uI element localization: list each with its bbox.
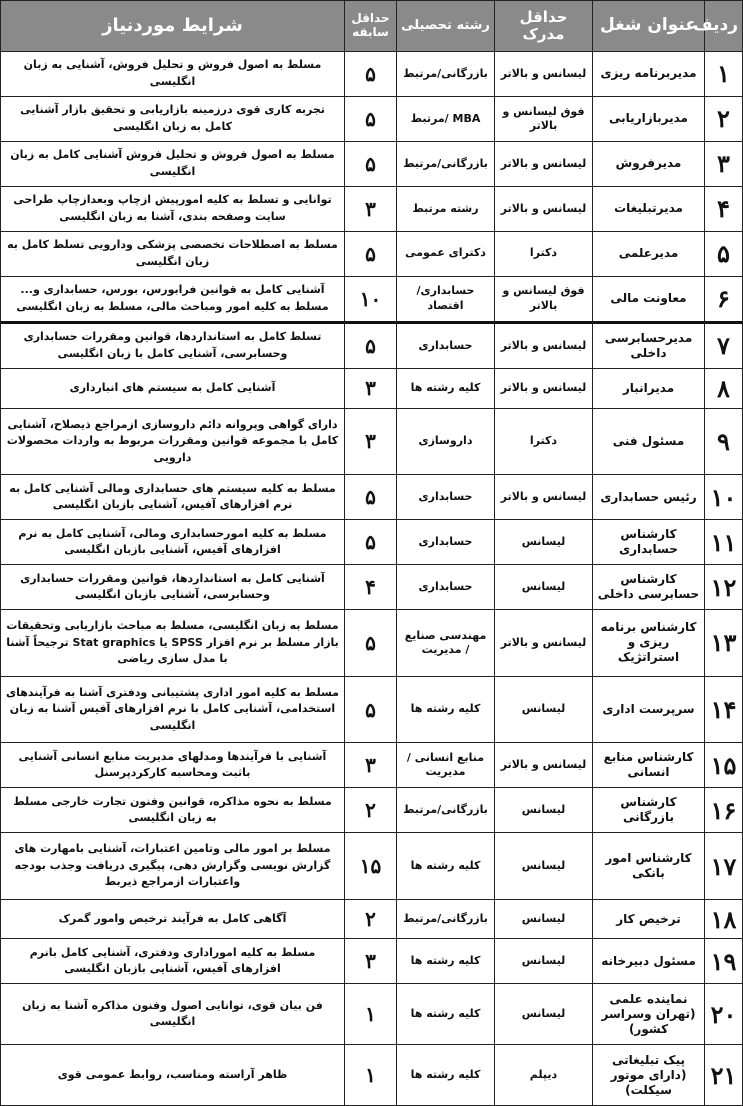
- job-title: کارشناس بازرگانی: [593, 788, 705, 833]
- requirements-text: مسلط بر امور مالی وتامین اعتبارات، آشنایی بامهارت های گزارش نویسی وگزارش دهی، پیگیری دریافت وجذب بودجه واعتبارات ازمراجع ذیربط: [1, 833, 345, 900]
- min-experience: ۵: [345, 96, 397, 141]
- min-experience: ۲: [345, 899, 397, 939]
- requirements-text: توانایی و تسلط به کلیه امورپیش ازچاپ وبعدازچاپ طراحی سایت وصفحه بندی، آشنا به زبان انگلیسی: [1, 186, 345, 231]
- requirements-text: مسلط به اصول فروش و تحلیل فروش، آشنایی به زبان انگلیسی: [1, 52, 345, 97]
- min-experience: ۳: [345, 408, 397, 475]
- min-degree: لیسانس: [495, 520, 593, 565]
- min-experience: ۵: [345, 322, 397, 368]
- row-number: ۱۶: [705, 788, 743, 833]
- table-row: [1, 408, 743, 475]
- table-row: [1, 368, 743, 408]
- table-row: [1, 833, 743, 900]
- job-title: مدیرعلمی: [593, 231, 705, 276]
- requirements-text: مسلط به کلیه امور اداری پشتیبانی ودفتری آشنا به فرآیندهای استخدامی، آشنایی کامل با نرم افزارهای آفیس آشنا به زبان انگلیسی: [1, 676, 345, 743]
- min-degree: لیسانس: [495, 939, 593, 984]
- header-requirements: شرایط موردنیاز: [1, 1, 345, 52]
- min-experience: ۵: [345, 676, 397, 743]
- field-of-study: رشته مرتبط: [397, 186, 495, 231]
- row-number: ۴: [705, 186, 743, 231]
- row-number: ۷: [705, 322, 743, 368]
- min-experience: ۱۰: [345, 276, 397, 322]
- row-number: ۱۰: [705, 475, 743, 520]
- table-row: [1, 520, 743, 565]
- min-degree: دیپلم: [495, 1045, 593, 1106]
- min-experience: ۳: [345, 743, 397, 788]
- header-field-of-study: رشته تحصیلی: [397, 1, 495, 52]
- field-of-study: بازرگانی/مرتبط: [397, 899, 495, 939]
- field-of-study: دکترای عمومی: [397, 231, 495, 276]
- job-title: معاونت مالی: [593, 276, 705, 322]
- job-title: مسئول دبیرخانه: [593, 939, 705, 984]
- table-row: [1, 141, 743, 186]
- min-degree: فوق لیسانس و بالاتر: [495, 96, 593, 141]
- min-degree: دکترا: [495, 408, 593, 475]
- table-header-row: [1, 1, 743, 52]
- row-number: ۵: [705, 231, 743, 276]
- min-experience: ۵: [345, 52, 397, 97]
- requirements-text: ظاهر آراسته ومناسب، روابط عمومی قوی: [1, 1045, 345, 1106]
- table-row: [1, 1045, 743, 1106]
- row-number: ۱۱: [705, 520, 743, 565]
- job-title: مدیربرنامه ریزی: [593, 52, 705, 97]
- job-title: مدیرتبلیغات: [593, 186, 705, 231]
- min-degree: لیسانس و بالاتر: [495, 322, 593, 368]
- job-title: مدیرانبار: [593, 368, 705, 408]
- requirements-text: مسلط به نحوه مذاکره، قوانین وفنون تجارت خارجی مسلط به زبان انگلیسی: [1, 788, 345, 833]
- field-of-study: کلیه رشته ها: [397, 368, 495, 408]
- row-number: ۲۰: [705, 984, 743, 1045]
- table-row: [1, 475, 743, 520]
- min-experience: ۳: [345, 186, 397, 231]
- field-of-study: کلیه رشته ها: [397, 1045, 495, 1106]
- min-degree: لیسانس: [495, 833, 593, 900]
- table-row: [1, 96, 743, 141]
- min-experience: ۵: [345, 609, 397, 676]
- field-of-study: کلیه رشته ها: [397, 676, 495, 743]
- table-row: [1, 984, 743, 1045]
- requirements-text: مسلط به کلیه امورحسابداری ومالی، آشنایی کامل به نرم افزارهای آفیس، آشنایی بازبان انگلیسی: [1, 520, 345, 565]
- field-of-study: منابع انسانی / مدیریت: [397, 743, 495, 788]
- row-number: ۸: [705, 368, 743, 408]
- requirements-text: مسلط به اصول فروش و تحلیل فروش آشنایی کامل به زبان انگلیسی: [1, 141, 345, 186]
- job-title: مسئول فنی: [593, 408, 705, 475]
- table-row: [1, 743, 743, 788]
- header-job-title: عنوان شغل: [593, 1, 705, 52]
- requirements-text: مسلط به اصطلاحات تخصصی پزشکی ودارویی تسلط کامل به زبان انگلیسی: [1, 231, 345, 276]
- min-experience: ۴: [345, 565, 397, 610]
- table-row: [1, 231, 743, 276]
- header-min-experience: حداقل سابقه: [345, 1, 397, 52]
- table-row: [1, 609, 743, 676]
- field-of-study: حسابداری: [397, 322, 495, 368]
- min-degree: لیسانس و بالاتر: [495, 141, 593, 186]
- field-of-study: کلیه رشته ها: [397, 833, 495, 900]
- job-title: کارشناس منابع انسانی: [593, 743, 705, 788]
- job-title: مدیرفروش: [593, 141, 705, 186]
- row-number: ۱۴: [705, 676, 743, 743]
- min-degree: لیسانس: [495, 899, 593, 939]
- min-experience: ۳: [345, 368, 397, 408]
- requirements-text: آشنایی کامل به سیستم های انبارداری: [1, 368, 345, 408]
- row-number: ۱۲: [705, 565, 743, 610]
- table-row: [1, 788, 743, 833]
- min-experience: ۱: [345, 984, 397, 1045]
- field-of-study: مهندسی صنایع / مدیریت: [397, 609, 495, 676]
- field-of-study: کلیه رشته ها: [397, 984, 495, 1045]
- row-number: ۱۳: [705, 609, 743, 676]
- table-row: [1, 939, 743, 984]
- min-degree: لیسانس و بالاتر: [495, 368, 593, 408]
- table-row: [1, 52, 743, 97]
- row-number: ۹: [705, 408, 743, 475]
- row-number: ۲: [705, 96, 743, 141]
- field-of-study: MBA /مرتبط: [397, 96, 495, 141]
- header-min-degree: حداقل مدرک: [495, 1, 593, 52]
- requirements-text: مسلط به کلیه سیستم های حسابداری ومالی آشنایی کامل به نرم افزارهای آفیس، آشنایی بازبان انگلیسی: [1, 475, 345, 520]
- min-experience: ۱: [345, 1045, 397, 1106]
- requirements-text: مسلط به کلیه اموراداری ودفتری، آشنایی کامل بانرم افزارهای آفیس، آشنایی بازبان انگلیسی: [1, 939, 345, 984]
- min-degree: لیسانس: [495, 676, 593, 743]
- min-degree: لیسانس و بالاتر: [495, 609, 593, 676]
- min-degree: لیسانس و بالاتر: [495, 743, 593, 788]
- field-of-study: کلیه رشته ها: [397, 939, 495, 984]
- min-experience: ۳: [345, 939, 397, 984]
- job-title: مدیرحسابرسی داخلی: [593, 322, 705, 368]
- row-number: ۶: [705, 276, 743, 322]
- table-row: [1, 899, 743, 939]
- field-of-study: حسابداری: [397, 520, 495, 565]
- field-of-study: بازرگانی/مرتبط: [397, 52, 495, 97]
- min-degree: لیسانس: [495, 788, 593, 833]
- min-experience: ۵: [345, 141, 397, 186]
- field-of-study: حسابداری/ اقتصاد: [397, 276, 495, 322]
- row-number: ۱: [705, 52, 743, 97]
- min-degree: فوق لیسانس و بالاتر: [495, 276, 593, 322]
- field-of-study: بازرگانی/مرتبط: [397, 788, 495, 833]
- table-row: [1, 276, 743, 322]
- requirements-text: مسلط به زبان انگلیسی، مسلط به مباحث بازاریابی وتحقیقات بازار مسلط بر نرم افزار SPSS یا Stat graphics ترجیحاً آشنا با مدل سازی ریاضی: [1, 609, 345, 676]
- row-number: ۱۷: [705, 833, 743, 900]
- requirements-text: تسلط کامل به استانداردها، قوانین ومقررات حسابداری وحسابرسی، آشنایی کامل با زبان انگلیسی: [1, 322, 345, 368]
- job-title: نماینده علمی (تهران وسراسر کشور): [593, 984, 705, 1045]
- min-experience: ۱۵: [345, 833, 397, 900]
- min-experience: ۵: [345, 231, 397, 276]
- requirements-text: فن بیان قوی، توانایی اصول وفنون مذاکره آشنا به زبان انگلیسی: [1, 984, 345, 1045]
- job-title: ترخیص کار: [593, 899, 705, 939]
- row-number: ۱۸: [705, 899, 743, 939]
- requirements-text: آشنایی کامل به استانداردها، قوانین ومقررات حسابداری وحسابرسی، آشنایی بازبان انگلیسی: [1, 565, 345, 610]
- min-experience: ۵: [345, 475, 397, 520]
- min-degree: دکترا: [495, 231, 593, 276]
- row-number: ۳: [705, 141, 743, 186]
- min-degree: لیسانس و بالاتر: [495, 475, 593, 520]
- table-row: [1, 186, 743, 231]
- table-row: [1, 565, 743, 610]
- requirements-text: دارای گواهی وپروانه دائم داروسازی ازمراجع ذیصلاح، آشنایی کامل با مجموعه قوانین ومقررات مربوط به واردات محصولات دارویی: [1, 408, 345, 475]
- field-of-study: حسابداری: [397, 565, 495, 610]
- field-of-study: داروسازی: [397, 408, 495, 475]
- requirements-text: آگاهی کامل به فرآیند ترخیص وامور گمرک: [1, 899, 345, 939]
- min-degree: لیسانس و بالاتر: [495, 186, 593, 231]
- job-title: کارشناس برنامه ریزی و استراتژیک: [593, 609, 705, 676]
- job-title: کارشناس امور بانکی: [593, 833, 705, 900]
- job-title: پیک تبلیغاتی (دارای موتور سیکلت): [593, 1045, 705, 1106]
- row-number: ۲۱: [705, 1045, 743, 1106]
- min-experience: ۲: [345, 788, 397, 833]
- requirements-text: تجربه کاری قوی درزمینه بازاریابی و تحقیق بازار آشنایی کامل به زبان انگلیسی: [1, 96, 345, 141]
- job-title: کارشناس حسابرسی داخلی: [593, 565, 705, 610]
- row-number: ۱۹: [705, 939, 743, 984]
- requirements-text: آشنایی با فرآیندها ومدلهای مدیریت منابع انسانی آشنایی باثبت ومحاسبه کارکردپرسنل: [1, 743, 345, 788]
- job-title: مدیربازاریابی: [593, 96, 705, 141]
- job-title: سرپرست اداری: [593, 676, 705, 743]
- min-experience: ۵: [345, 520, 397, 565]
- min-degree: لیسانس: [495, 565, 593, 610]
- field-of-study: حسابداری: [397, 475, 495, 520]
- job-title: کارشناس حسابداری: [593, 520, 705, 565]
- header-radif: ردیف: [705, 1, 743, 52]
- table-row: [1, 676, 743, 743]
- min-degree: لیسانس و بالاتر: [495, 52, 593, 97]
- row-number: ۱۵: [705, 743, 743, 788]
- field-of-study: بازرگانی/مرتبط: [397, 141, 495, 186]
- min-degree: لیسانس: [495, 984, 593, 1045]
- job-title: رئیس حسابداری: [593, 475, 705, 520]
- requirements-text: آشنایی کامل به قوانین فرابورس، بورس، حسابداری و... مسلط به کلیه امور ومباحث مالی، مسلط به زبان انگلیسی: [1, 276, 345, 322]
- table-row: [1, 322, 743, 368]
